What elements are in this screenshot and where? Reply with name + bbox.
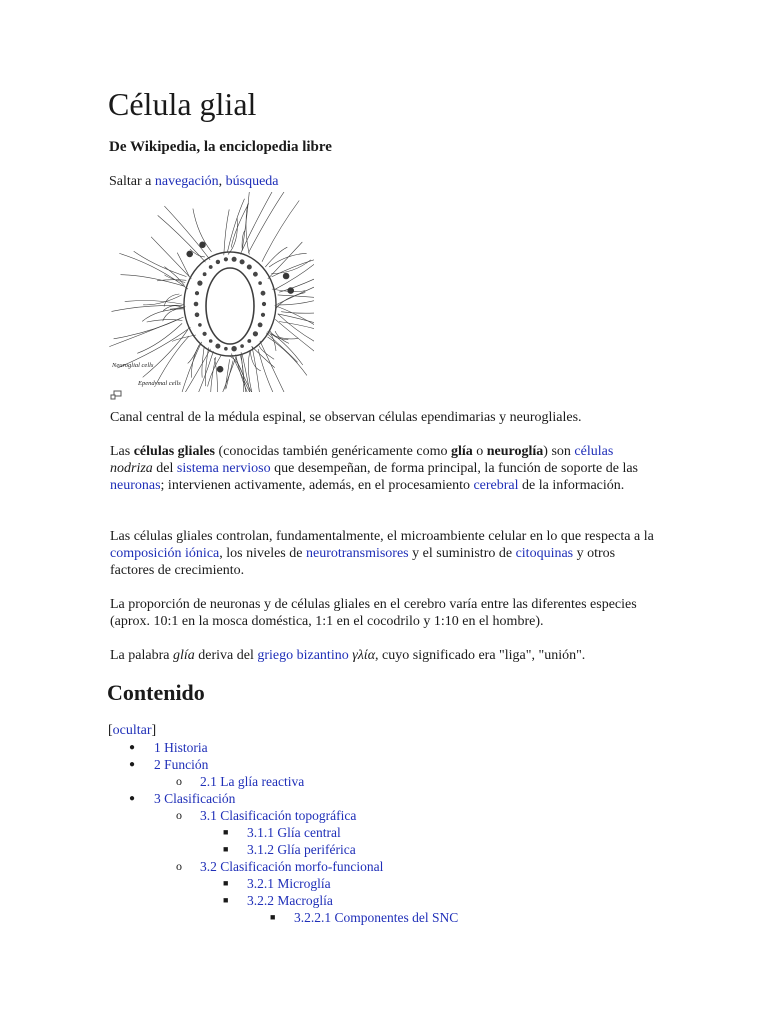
ependymal-cell: [253, 272, 257, 276]
glial-fiber: [281, 312, 314, 314]
neuroglial-cell: [283, 273, 289, 279]
toc-bracket: [: [108, 723, 113, 738]
search-link[interactable]: búsqueda: [225, 174, 279, 189]
glial-fiber: [262, 201, 299, 262]
toc-item[interactable]: 3 Clasificación: [154, 791, 236, 806]
spinal-canal-figure[interactable]: [108, 192, 314, 392]
toc-bullet: ●: [129, 742, 136, 753]
ependymal-cell: [195, 313, 199, 317]
p1-bold-term: células gliales: [133, 444, 215, 459]
toc-bullet: ■: [223, 827, 229, 837]
toc-toggle: [108, 722, 156, 739]
glial-fiber: [137, 323, 182, 353]
glial-fiber: [252, 346, 262, 392]
glial-fiber: [164, 294, 179, 306]
glial-fiber: [275, 306, 314, 336]
glial-fiber: [279, 322, 314, 344]
toc-item[interactable]: 3.2.1 Microglía: [247, 876, 331, 891]
p1-text: que desempeñan, de forma principal, la función de soporte de las: [270, 461, 638, 477]
toc-item[interactable]: 3.1 Clasificación topográfica: [200, 808, 357, 823]
toc-item[interactable]: 3.2.2 Macroglía: [247, 893, 333, 908]
glial-fiber: [191, 343, 200, 378]
p1-bold-term: neuroglía: [486, 444, 544, 459]
neuroglial-cell: [200, 242, 206, 248]
p2-text: , los niveles de: [219, 546, 306, 562]
ependymal-cell: [241, 345, 244, 348]
ependymal-cell: [232, 257, 236, 261]
glial-fiber: [225, 359, 230, 389]
ependymal-cell: [261, 291, 265, 295]
ependymal-cell: [198, 323, 201, 326]
ependymal-cell: [224, 347, 227, 350]
p2-text: Las células gliales controlan, fundamentalmente, el microambiente celular en lo que respecta a la: [110, 529, 654, 544]
ependymal-cell: [240, 260, 244, 264]
glial-fiber: [172, 335, 196, 341]
p4-text: La palabra: [110, 648, 173, 663]
ependymal-cell: [203, 273, 206, 276]
celulas-link[interactable]: células: [574, 444, 614, 459]
ependymal-cell: [259, 282, 262, 285]
toc-bullet: o: [176, 859, 182, 873]
ependymal-label: Ependymal cells: [138, 380, 181, 387]
function-paragraph: [110, 528, 655, 580]
neuroglial-cell: [217, 366, 223, 372]
ependymal-cell: [203, 332, 207, 336]
neuronas-link[interactable]: neuronas: [110, 478, 161, 494]
toc-bullet: o: [176, 774, 182, 788]
glial-fiber: [228, 218, 237, 255]
ependymal-cell: [248, 339, 251, 342]
p1-text: o: [472, 444, 487, 459]
glial-fiber: [151, 237, 191, 279]
toc-bullet: o: [176, 808, 182, 822]
ependymal-cell: [209, 340, 212, 343]
glial-fiber: [121, 275, 185, 287]
p1-bold-term: glía: [450, 444, 473, 459]
p1-text: ; intervienen activamente, además, en el procesamiento: [160, 478, 474, 494]
glial-fiber: [248, 350, 252, 392]
glial-fiber: [258, 349, 284, 392]
glial-fiber: [156, 336, 189, 384]
p2-text: y otros factores de crecimiento.: [110, 546, 616, 579]
p4-italic-term: glía: [172, 648, 195, 663]
glial-fiber: [259, 346, 274, 359]
toc-hide-button[interactable]: ocultar: [112, 723, 152, 738]
proportion-paragraph: La proporción de neuronas y de células gliales en el cerebro varía entre las diferentes especies (aprox. 10:1 en la mosca doméstica, 1:1 en el cocodrilo y 1:10 en el hombre).: [110, 597, 637, 630]
glial-fiber: [278, 276, 314, 304]
intro-paragraph: [110, 443, 655, 495]
toc-item[interactable]: 3.2 Clasificación morfo-funcional: [200, 859, 384, 874]
toc-bullet: ●: [129, 759, 136, 770]
glial-fiber: [236, 355, 265, 392]
ependymal-cell: [262, 302, 266, 306]
glial-fiber: [119, 253, 188, 289]
p4-text: deriva del: [194, 648, 258, 663]
jump-prefix: Saltar a: [109, 174, 155, 189]
glial-fiber: [143, 330, 188, 377]
glial-fiber: [266, 333, 297, 363]
toc-item[interactable]: 3.1.2 Glía periférica: [247, 842, 356, 857]
glial-fiber: [240, 192, 274, 254]
glial-fiber: [143, 295, 182, 305]
glial-fiber: [278, 314, 314, 352]
ependymal-cell: [253, 332, 258, 337]
glial-fiber: [269, 253, 307, 267]
toc-bullet: ■: [223, 878, 229, 888]
etymology-paragraph: [110, 647, 655, 664]
glial-fiber: [214, 358, 217, 392]
citoquinas-link[interactable]: citoquinas: [515, 546, 574, 562]
p2-text: y el suministro de: [408, 546, 516, 562]
ependymal-cell: [216, 260, 220, 264]
magnify-clip-icon[interactable]: [110, 390, 122, 400]
glial-fiber: [275, 319, 314, 363]
glial-fiber: [165, 275, 186, 283]
jump-separator: ,: [218, 174, 226, 189]
ependymal-cell: [198, 281, 203, 286]
neuroglial-cell: [288, 288, 294, 294]
ependymal-cell: [195, 291, 199, 295]
neuroglial-label: Neuroglial cells: [112, 362, 154, 369]
figure-caption: Canal central de la médula espinal, se observan células ependimarias y neurogliales.: [110, 410, 582, 425]
p1-text: (conocidas también genéricamente como: [215, 444, 451, 459]
toc-item[interactable]: 1 Historia: [154, 740, 208, 755]
ependymal-cell: [247, 265, 251, 269]
p1-text: ) son: [543, 444, 575, 459]
glial-fiber: [125, 301, 184, 305]
toc-bullet: ●: [129, 793, 136, 804]
composicion-ionica-link[interactable]: composición iónica: [110, 546, 220, 562]
ependymal-cell: [224, 258, 228, 262]
p1-text: del: [152, 461, 177, 477]
page-title: Célula glial: [108, 86, 257, 122]
p1-italic-term: nodriza: [110, 461, 153, 477]
p1-text: Las: [110, 444, 134, 459]
cerebral-link[interactable]: cerebral: [473, 478, 519, 494]
glial-fiber: [246, 204, 249, 254]
toc-title: Contenido: [107, 680, 205, 705]
ependymal-cell: [194, 302, 198, 306]
toc-item[interactable]: 2 Función: [154, 757, 209, 772]
neuroglial-cell: [187, 251, 193, 257]
ependymal-cell: [209, 265, 212, 268]
ependymal-cell: [261, 313, 265, 317]
glial-fiber: [248, 192, 286, 253]
ependymal-cell: [232, 346, 237, 351]
p1-text: de la información.: [518, 478, 625, 494]
glial-fiber: [265, 247, 287, 267]
toc-item[interactable]: 3.1.1 Glía central: [247, 825, 341, 840]
p4-greek-word: γλία: [352, 648, 376, 663]
toc-bullet: ■: [270, 912, 276, 922]
p4-text: , cuyo significado era "liga", "unión".: [375, 648, 586, 663]
griego-bizantino-link[interactable]: griego bizantino: [257, 648, 349, 663]
toc-bracket: ]: [151, 723, 157, 738]
site-tagline: De Wikipedia, la enciclopedia libre: [109, 139, 332, 155]
toc-bullet: ■: [223, 895, 229, 905]
navigation-link[interactable]: navegación: [154, 174, 219, 189]
ependymal-cell: [258, 323, 262, 327]
neurotransmisores-link[interactable]: neurotransmisores: [305, 546, 409, 562]
ependymal-cell: [216, 344, 220, 348]
sistema-nervioso-link[interactable]: sistema nervioso: [176, 461, 271, 477]
toc-bullet: ■: [223, 844, 229, 854]
toc-item[interactable]: 3.2.2.1 Componentes del SNC: [294, 910, 459, 925]
toc-item[interactable]: 2.1 La glía reactiva: [200, 774, 305, 789]
jump-links: [109, 172, 279, 192]
